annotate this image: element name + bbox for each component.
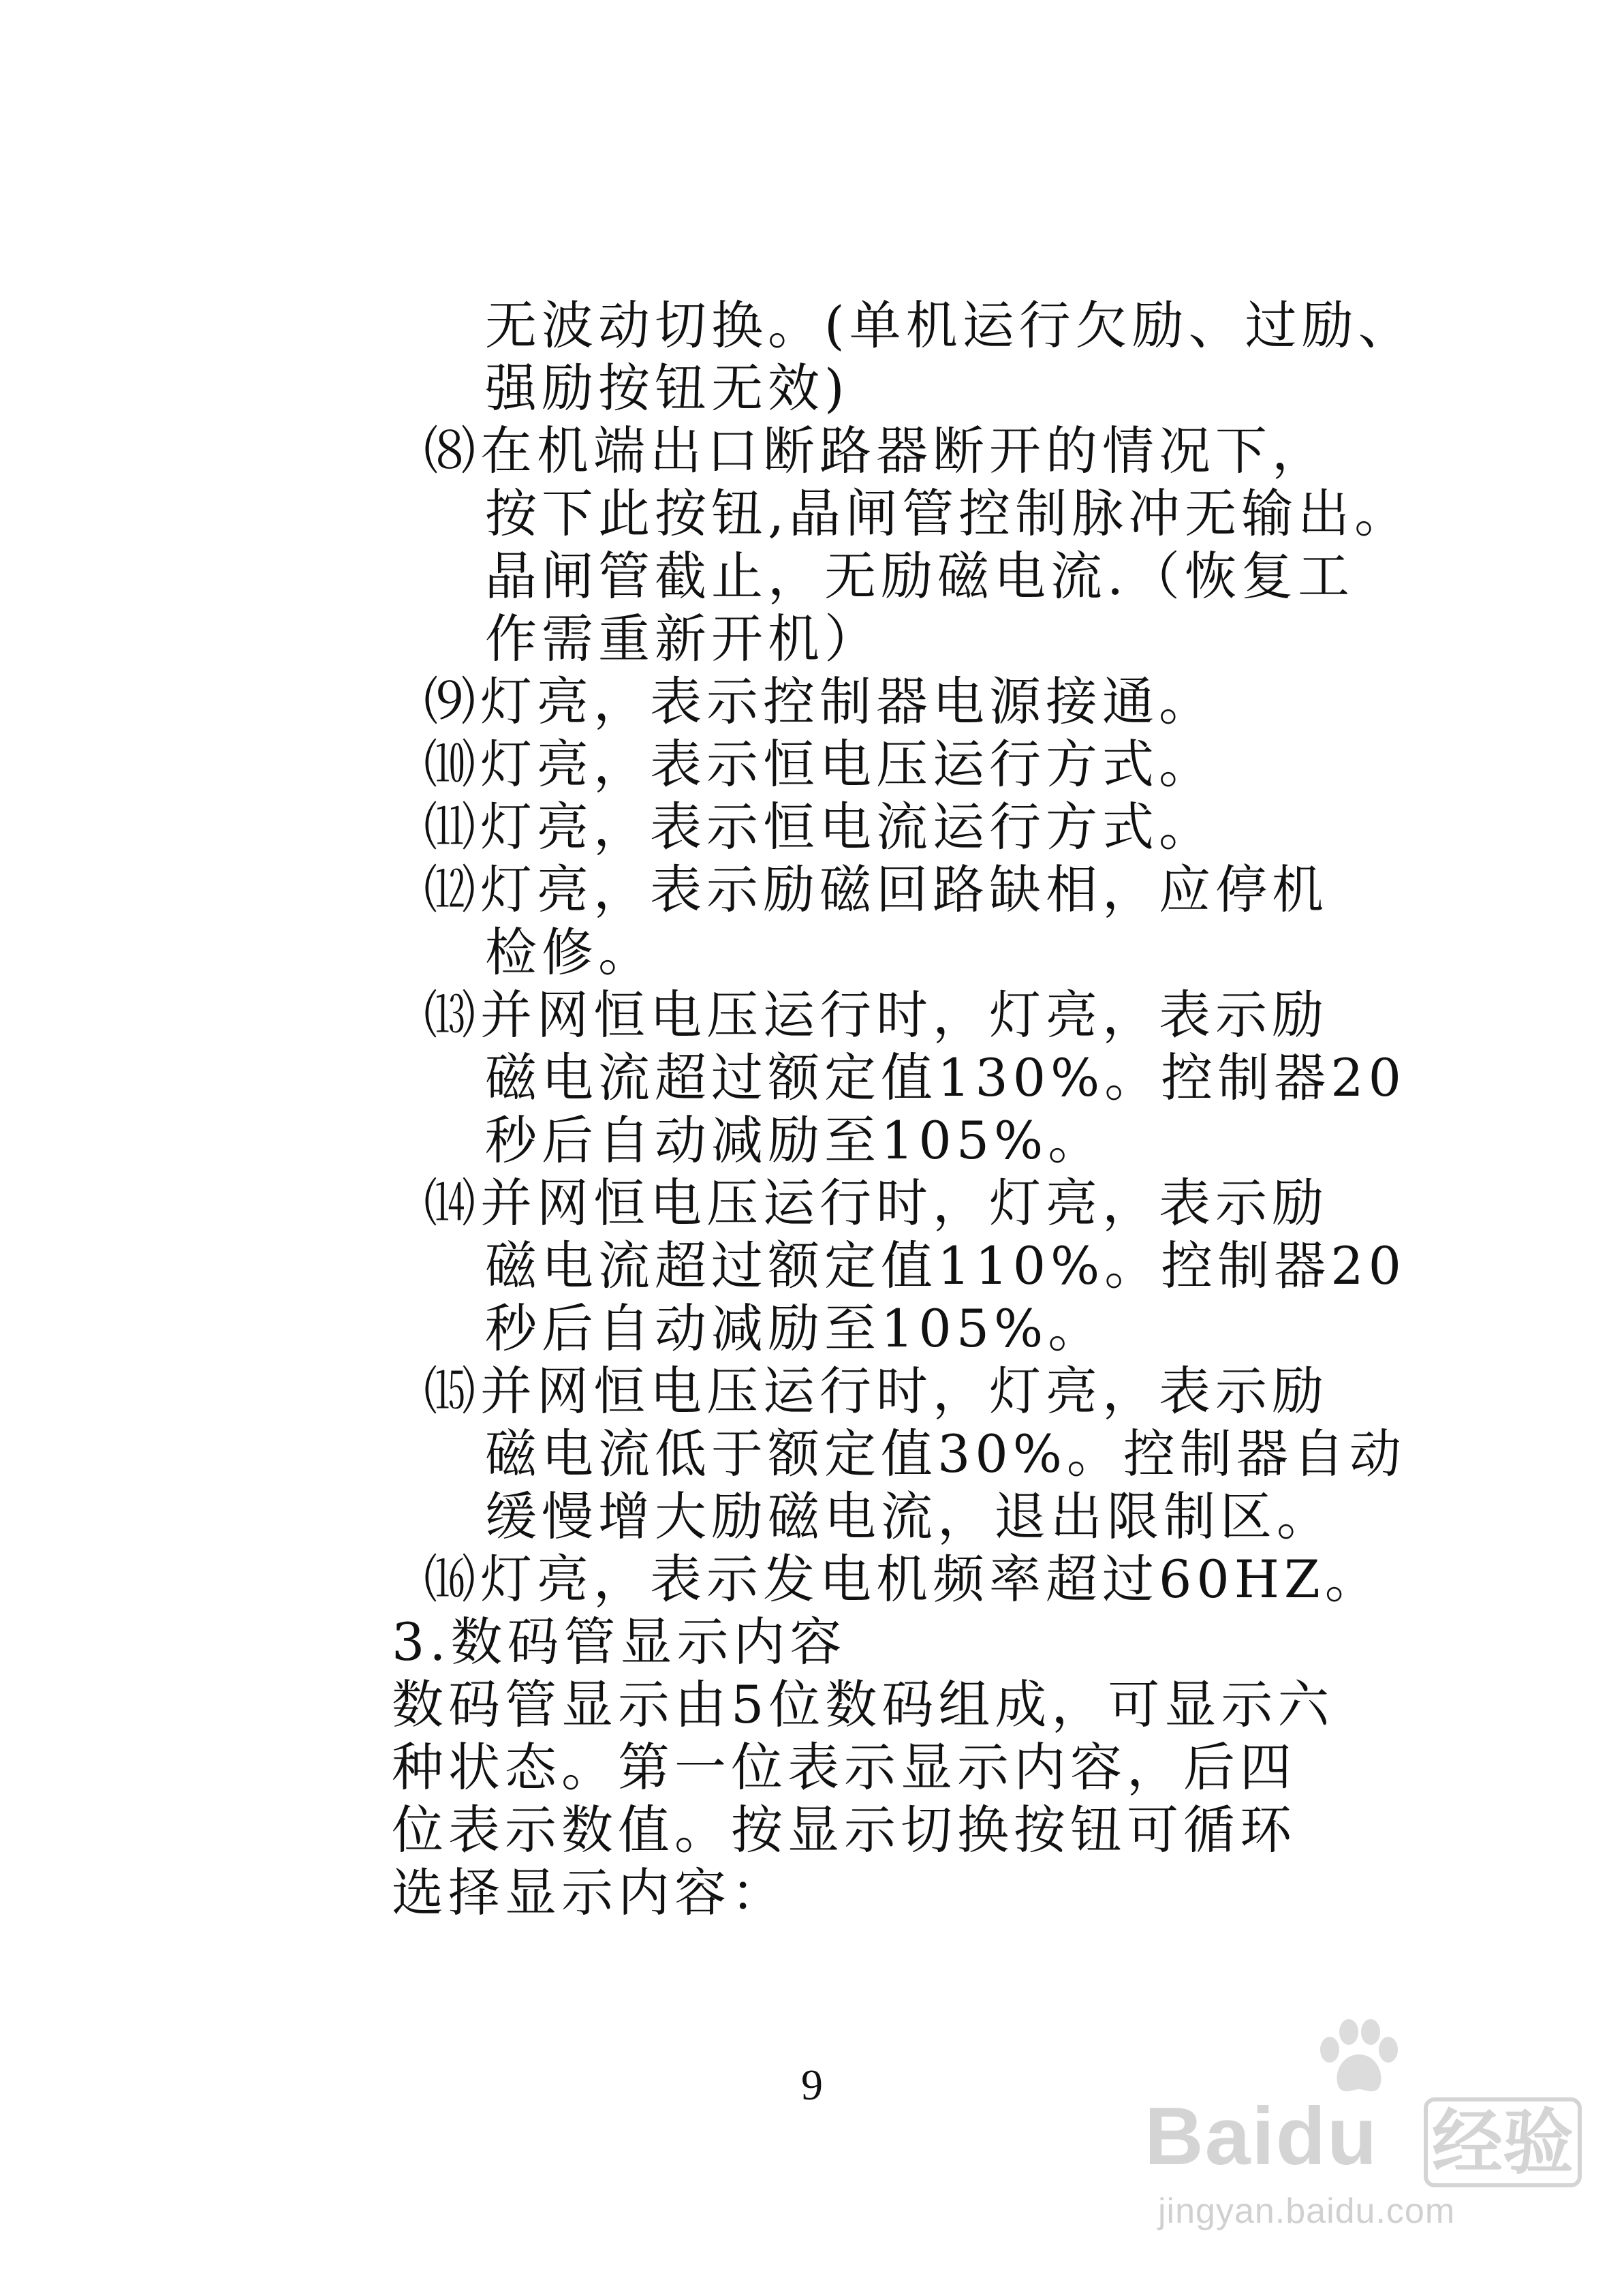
text-line: 晶闸管截止，无励磁电流.（恢复工 [485, 546, 1355, 606]
text-line: 缓慢增大励磁电流，退出限制区。 [485, 1486, 1333, 1547]
paw-icon [1315, 2017, 1403, 2099]
text-line: ⑽灯亮，表示恒电压运行方式。 [424, 734, 1215, 795]
text-line: 选择显示内容： [392, 1862, 787, 1923]
page-number: 9 [801, 2061, 823, 2109]
text-line: 位表示数值。按显示切换按钮可循环 [392, 1800, 1296, 1860]
section-heading: 3.数码管显示内容 [392, 1612, 847, 1672]
text-line: 无波动切换。(单机运行欠励、过励、 [485, 295, 1415, 356]
text-line: 按下此按钮,晶闸管控制脉冲无输出。 [485, 483, 1411, 544]
text-line: 秒后自动减励至105%。 [485, 1110, 1105, 1171]
text-line: ⒁并网恒电压运行时，灯亮，表示励 [424, 1173, 1328, 1233]
baidu-jingyan-watermark [1144, 2017, 1594, 2242]
text-line: 数码管显示由5位数码组成，可显示六 [392, 1674, 1334, 1735]
text-line: ⒂并网恒电压运行时，灯亮，表示励 [424, 1361, 1328, 1421]
text-line: ⑼灯亮，表示控制器电源接通。 [424, 671, 1215, 732]
text-line: ⑻在机端出口断路器断开的情况下， [424, 420, 1328, 481]
text-line: 磁电流超过额定值130%。控制器20 [485, 1047, 1406, 1108]
text-line: 种状态。第一位表示显示内容，后四 [392, 1737, 1296, 1798]
text-line: 磁电流低于额定值30%。控制器自动 [485, 1423, 1406, 1484]
watermark-url: jingyan.baidu.com [1158, 2191, 1456, 2231]
watermark-brand: Baidu [1144, 2091, 1379, 2182]
text-line: ⑿灯亮，表示励磁回路缺相，应停机 [424, 859, 1328, 920]
text-line: ⒀并网恒电压运行时，灯亮，表示励 [424, 985, 1328, 1045]
text-line: ⑾灯亮，表示恒电流运行方式。 [424, 797, 1215, 857]
text-line: 作需重新开机） [485, 609, 881, 669]
text-line: 强励按钮无效) [485, 358, 849, 418]
text-line: 秒后自动减励至105%。 [485, 1298, 1105, 1359]
text-line: ⒃灯亮，表示发电机频率超过60HZ。 [424, 1549, 1381, 1609]
text-line: 磁电流超过额定值110%。控制器20 [485, 1235, 1406, 1296]
text-line: 检修。 [485, 922, 655, 983]
watermark-product: 经验 [1424, 2097, 1582, 2187]
